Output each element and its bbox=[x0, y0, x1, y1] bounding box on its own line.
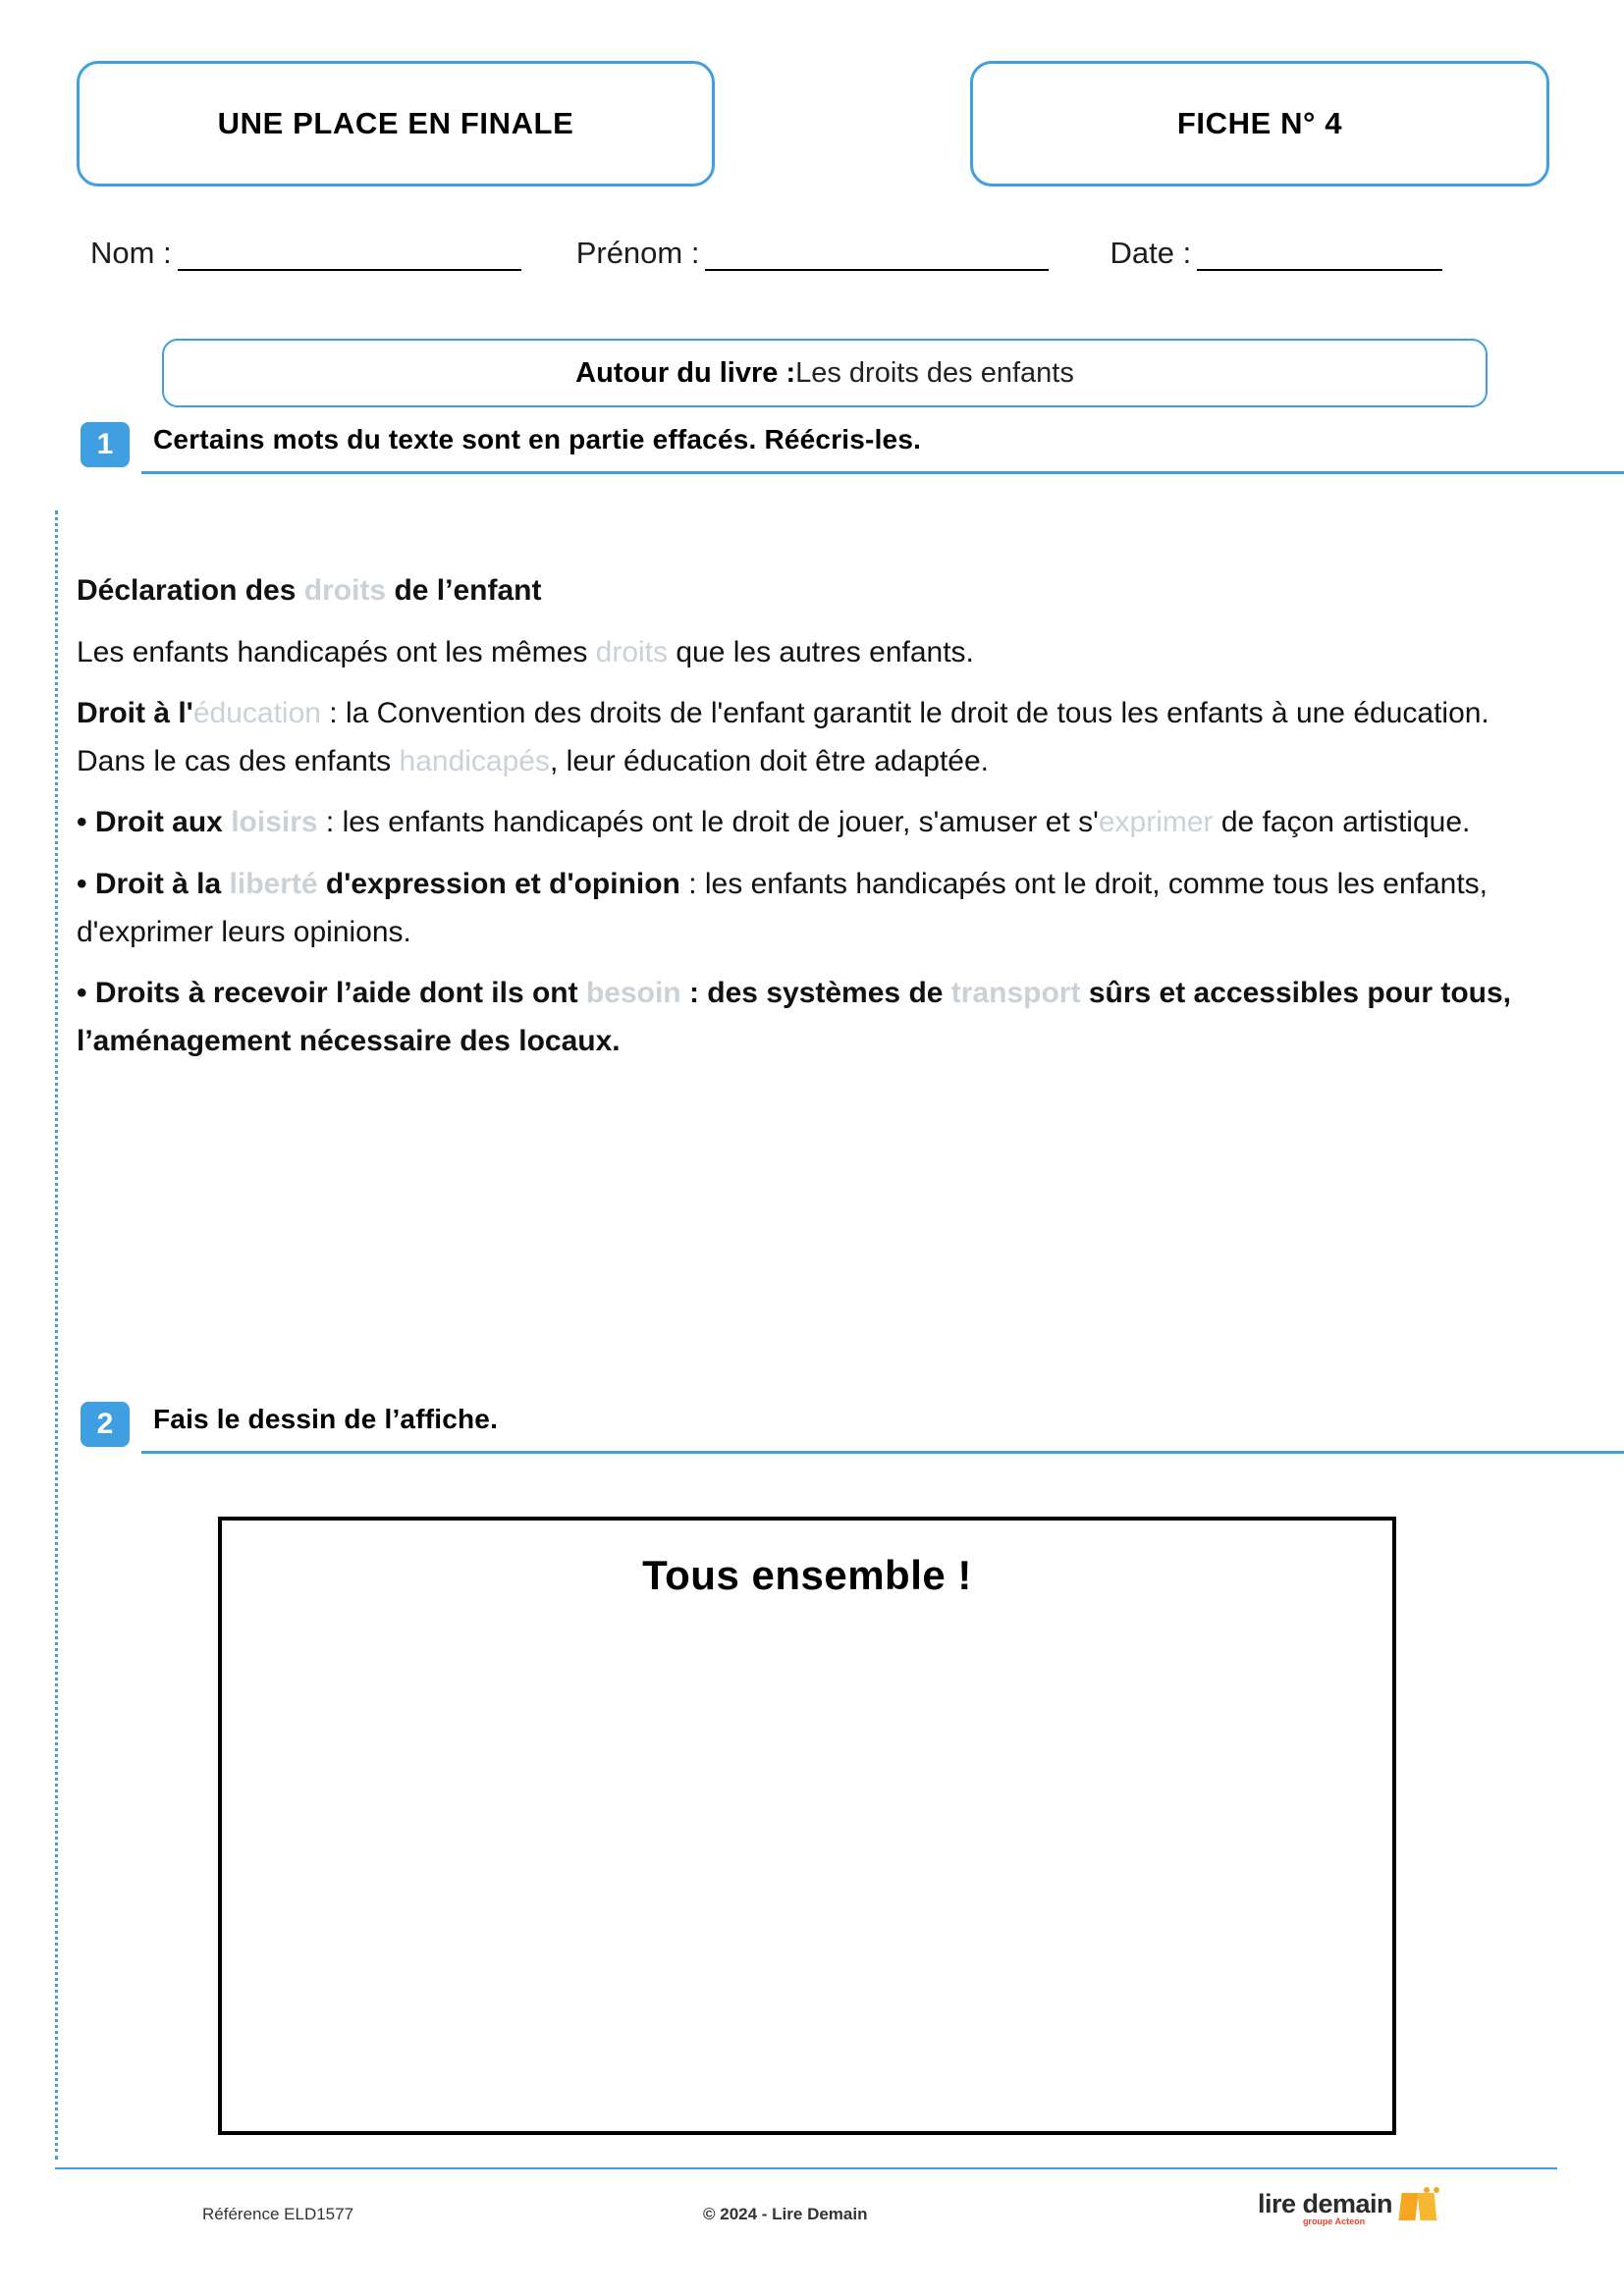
logo-subtext: groupe Acteon bbox=[1302, 2216, 1366, 2226]
exercise-1-header bbox=[81, 422, 1553, 473]
p6-faded-word-1: besoin bbox=[585, 977, 681, 1010]
p1-part-b: de l’enfant bbox=[386, 574, 542, 607]
footer-copyright: © 2024 - Lire Demain bbox=[703, 2205, 868, 2223]
paragraph-1 bbox=[77, 567, 1559, 615]
p6-faded-word-2: transport bbox=[950, 977, 1081, 1010]
drawing-title: Tous ensemble ! bbox=[642, 1552, 972, 1598]
exercise-2-rule bbox=[141, 1451, 1624, 1454]
subtitle-text: Les droits des enfants bbox=[795, 356, 1074, 389]
subtitle-prefix: Autour du livre : bbox=[575, 356, 796, 389]
nom-input[interactable] bbox=[178, 240, 521, 271]
p5-part-a: • Droit à la bbox=[77, 867, 230, 900]
p2-part-a: Les enfants handicapés ont les mêmes bbox=[77, 635, 596, 668]
sheet-number: FICHE N° 4 bbox=[1176, 106, 1343, 140]
footer-divider bbox=[55, 2167, 1557, 2169]
exercise-1-title: Certains mots du texte sont en partie effacés. Réécris-les. bbox=[153, 424, 922, 454]
exercise-1-number: 1 bbox=[81, 422, 130, 467]
paragraph-4 bbox=[77, 799, 1559, 847]
paragraph-3 bbox=[77, 690, 1559, 785]
p6-part-b: : des systèmes de bbox=[680, 977, 951, 1010]
nom-label: Nom : bbox=[90, 236, 172, 270]
p4-part-c: de façon artistique. bbox=[1213, 806, 1471, 839]
book-icon bbox=[1400, 2187, 1439, 2220]
p3-part-b: : la Convention des droits de l'enfant garantit le droit de tous les enfants à une éducation. Dans le cas des enfants bbox=[77, 697, 1489, 777]
margin-dotted-line bbox=[55, 510, 58, 2160]
exercise-2-title: Fais le dessin de l’affiche. bbox=[153, 1404, 499, 1434]
p4-part-a: • Droit aux bbox=[77, 806, 232, 839]
header-row bbox=[77, 61, 1549, 187]
book-title: UNE PLACE EN FINALE bbox=[217, 106, 574, 140]
drawing-area[interactable] bbox=[218, 1517, 1396, 2135]
p4-faded-word-2: exprimer bbox=[1098, 806, 1214, 839]
p3-faded-word-1: éducation bbox=[192, 697, 321, 730]
prenom-label: Prénom : bbox=[575, 236, 700, 270]
identity-line bbox=[90, 236, 1563, 271]
p4-faded-word-1: loisirs bbox=[231, 806, 318, 839]
paragraph-6 bbox=[77, 970, 1559, 1065]
logo bbox=[1257, 2187, 1439, 2226]
p6-part-a: • Droits à recevoir l’aide dont ils ont bbox=[77, 977, 586, 1010]
p5-faded-word: liberté bbox=[229, 867, 318, 900]
sheet-number-box bbox=[970, 61, 1549, 187]
logo-text: lire demain bbox=[1257, 2188, 1392, 2218]
exercise-1-text bbox=[77, 567, 1559, 1079]
p2-part-b: que les autres enfants. bbox=[668, 635, 974, 668]
p3-part-c: , leur éducation doit être adaptée. bbox=[550, 744, 989, 777]
subtitle-box bbox=[162, 339, 1488, 407]
book-title-box bbox=[77, 61, 715, 187]
exercise-2-header bbox=[81, 1402, 1553, 1453]
footer bbox=[55, 2187, 1557, 2256]
p5-part-b: d'expression et d'opinion bbox=[317, 867, 680, 900]
p5-part-c: : les enfants handicapés ont le droit, comme tous les enfants, d'exprimer leurs opinions. bbox=[77, 867, 1489, 948]
paragraph-5 bbox=[77, 861, 1559, 956]
p3-faded-word-2: handicapés bbox=[399, 744, 550, 777]
footer-reference: Référence ELD1577 bbox=[202, 2205, 354, 2223]
paragraph-2 bbox=[77, 629, 1559, 677]
p6-part-c: sûrs et accessibles pour tous, l’aménagement nécessaire des locaux. bbox=[77, 977, 1511, 1057]
exercise-1-rule bbox=[141, 471, 1624, 474]
date-input[interactable] bbox=[1197, 240, 1442, 271]
prenom-input[interactable] bbox=[705, 240, 1049, 271]
exercise-2-number: 2 bbox=[81, 1402, 130, 1447]
p1-part-a: Déclaration des bbox=[77, 574, 304, 607]
date-label: Date : bbox=[1110, 236, 1192, 270]
p3-part-a: Droit à l' bbox=[77, 697, 193, 730]
p1-faded-word: droits bbox=[303, 574, 387, 607]
p4-part-b: : les enfants handicapés ont le droit de jouer, s'amuser et s' bbox=[317, 806, 1099, 839]
p2-faded-word: droits bbox=[595, 635, 669, 668]
